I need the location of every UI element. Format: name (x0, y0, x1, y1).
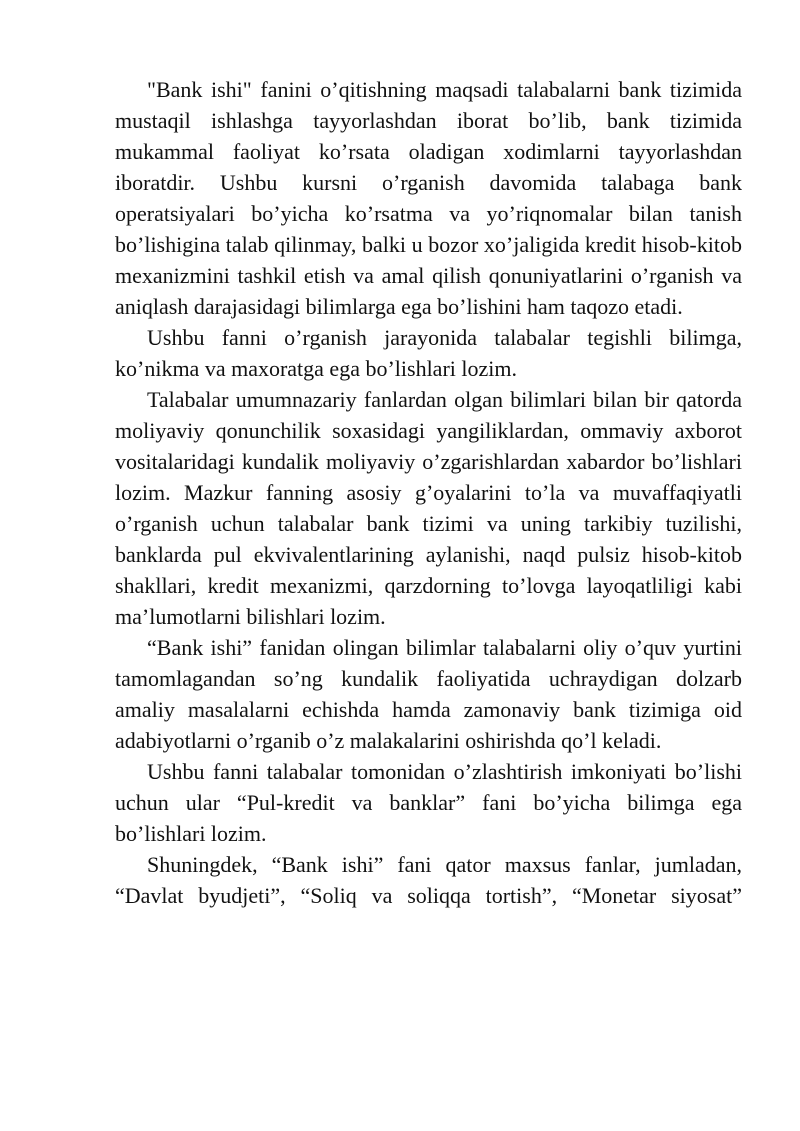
paragraph-course-goal: "Bank ishi" fanini o’qitishning maqsadi talabalarni bank tizimida mustaqil ishlashga tayyorlashdan iborat bo’lib, bank tizimida mukammal faoliyat ko’rsata oladigan xodimlarni tayyorlashdan iboratdir. Ushbu kursni o’rganish davomida talabaga bank operatsiyalari bo’yicha ko’rsatma va yo’riqnomalar bilan tanish bo’lishigina talab qilinmay, balki u bozor xo’jaligida kredit hisob-kitob mexanizmini tashkil etish va amal qilish qonuniyatlarini o’rganish va aniqlash darajasidagi bilimlarga ega bo’lishini ham taqozo etadi. (115, 77, 742, 319)
paragraph-prerequisite: Ushbu fanni talabalar tomonidan o’zlashtirish imkoniyati bo’lishi uchun ular “Pul-kredit va banklar” fani bo’yicha bilimga ega bo’lishlari lozim. (115, 759, 742, 846)
paragraph-requirements: Talabalar umumnazariy fanlardan olgan bilimlari bilan bir qatorda moliyaviy qonunchilik soxasidagi yangiliklardan, ommaviy axborot vositalaridagi kundalik moliyaviy o’zgarishlardan xabardor bo’lishlari lozim. Mazkur fanning asosiy g’oyalarini to’la va muvaffaqiyatli o’rganish uchun talabalar bank tizimi va uning tarkibiy tuzilishi, banklarda pul ekvivalentlarining aylanishi, naqd pulsiz hisob-kitob shakllari, kredit mexanizmi, qarzdorning to’lovga layoqatliligi kabi ma’lumotlarni bilishlari lozim. (115, 387, 742, 629)
paragraph-knowledge-use: “Bank ishi” fanidan olingan bilimlar talabalarni oliy o’quv yurtini tamomlagandan so’ng kundalik faoliyatida uchraydigan dolzarb amaliy masalalarni echishda hamda zamonaviy bank tizimiga oid adabiyotlarni o’rganib o’z malakalarini oshirishda qo’l keladi. (115, 635, 742, 753)
paragraph-skills: Ushbu fanni o’rganish jarayonida talabalar tegishli bilimga, ko’nikma va maxoratga ega bo’lishlari lozim. (115, 325, 742, 381)
document-page (115, 74, 742, 911)
paragraph-related-courses: Shuningdek, “Bank ishi” fani qator maxsus fanlar, jumladan, “Davlat byudjeti”, “Soliq va soliqqa tortish”, “Monetar siyosat” (115, 852, 742, 908)
